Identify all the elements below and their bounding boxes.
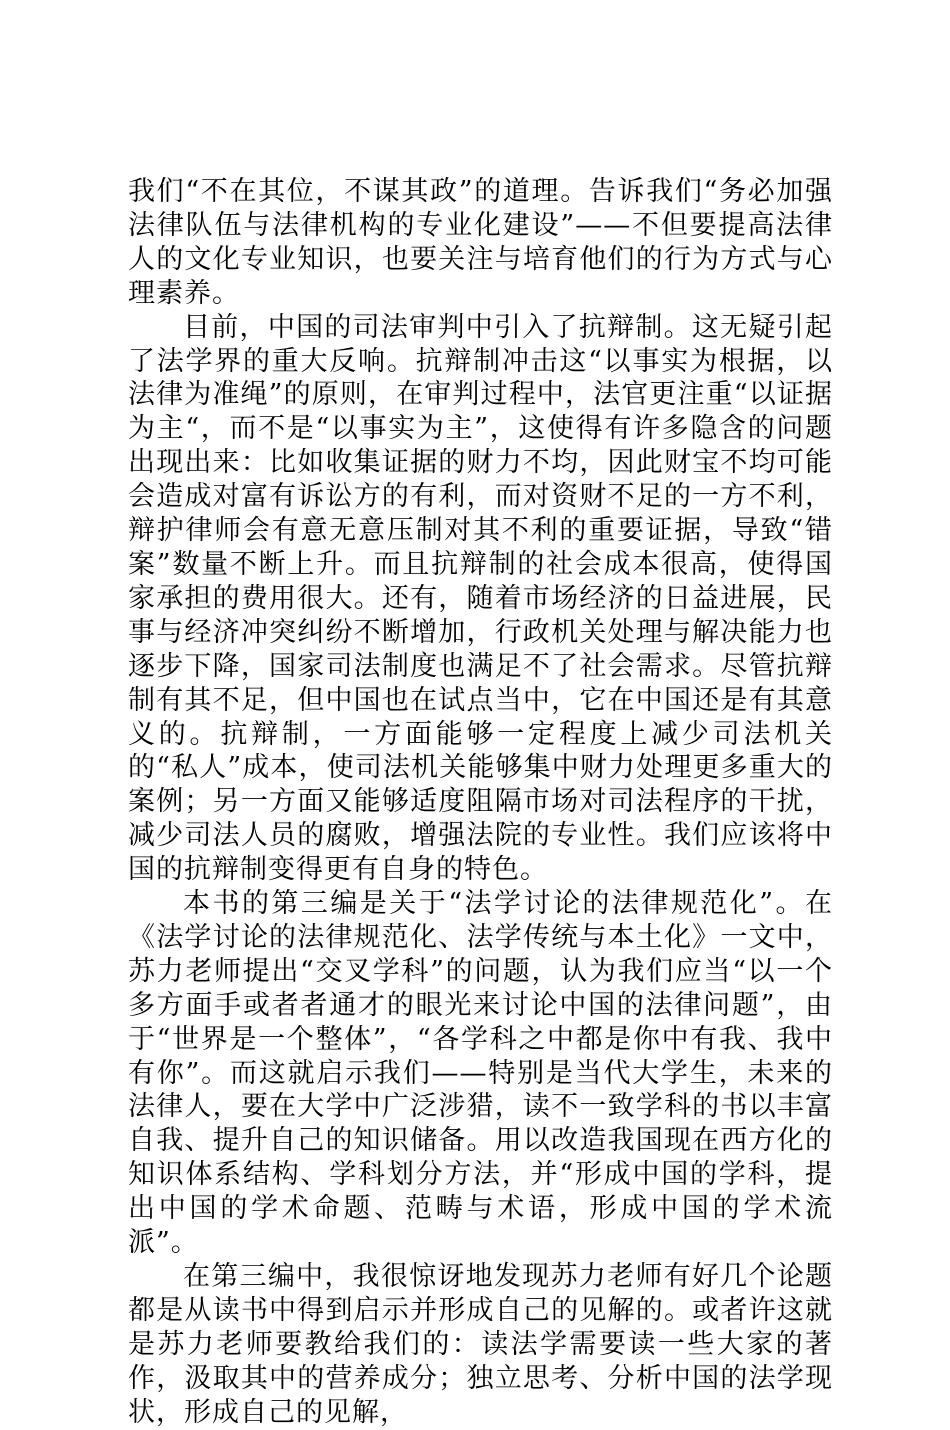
paragraph-continuation: 我们“不在其位，不谋其政”的道理。告诉我们“务必加强法律队伍与法律机构的专业化建设”——不但要提高法律人的文化专业知识，也要关注与培育他们的行为方式与心理素养。 — [128, 176, 833, 309]
paragraph-reading-insights: 在第三编中，我很惊讶地发现苏力老师有好几个论题都是从读书中得到启示并形成自己的见解的。或者许这就是苏力老师要教给我们的：读法学需要读一些大家的著作，汲取其中的营养成分；独立思考、分析中国的法学现状，形成自己的见解， — [128, 1261, 833, 1428]
paragraph-third-part: 本书的第三编是关于“法学讨论的法律规范化”。在《法学讨论的法律规范化、法学传统与本土化》一文中，苏力老师提出“交叉学科”的问题，认为我们应当“以一个多方面手或者者通才的眼光来讨论中国的法律问题”，由于“世界是一个整体”，“各学科之中都是你中有我、我中有你”。而这就启示我们——特别是当代大学生，未来的法律人，要在大学中广泛涉猎，读不一致学科的书以丰富自我、提升自己的知识储备。用以改造我国现在西方化的知识体系结构、学科划分方法，并“形成中国的学科，提出中国的学术命题、范畴与术语，形成中国的学术流派”。 — [128, 888, 833, 1259]
paragraph-adversarial-system: 目前，中国的司法审判中引入了抗辩制。这无疑引起了法学界的重大反响。抗辩制冲击这“以事实为根据，以法律为准绳”的原则，在审判过程中，法官更注重“以证据为主“，而不是“以事实为主”，这使得有许多隐含的问题出现出来：比如收集证据的财力不均，因此财宝不均可能会造成对富有诉讼方的有利，而对资财不足的一方不利，辩护律师会有意无意压制对其不利的重要证据，导致“错案”数量不断上升。而且抗辩制的社会成本很高，使得国家承担的费用很大。还有，随着市场经济的日益进展，民事与经济冲突纠纷不断增加，行政机关处理与解决能力也逐步下降，国家司法制度也满足不了社会需求。尽管抗辩制有其不足，但中国也在试点当中，它在中国还是有其意义的。抗辩制，一方面能够一定程度上减少司法机关的“私人”成本，使司法机关能够集中财力处理更多重大的案例；另一方面又能够适度阻隔市场对司法程序的干扰，减少司法人员的腐败，增强法院的专业性。我们应该将中国的抗辩制变得更有自身的特色。 — [128, 311, 833, 886]
document-page — [128, 175, 833, 1430]
